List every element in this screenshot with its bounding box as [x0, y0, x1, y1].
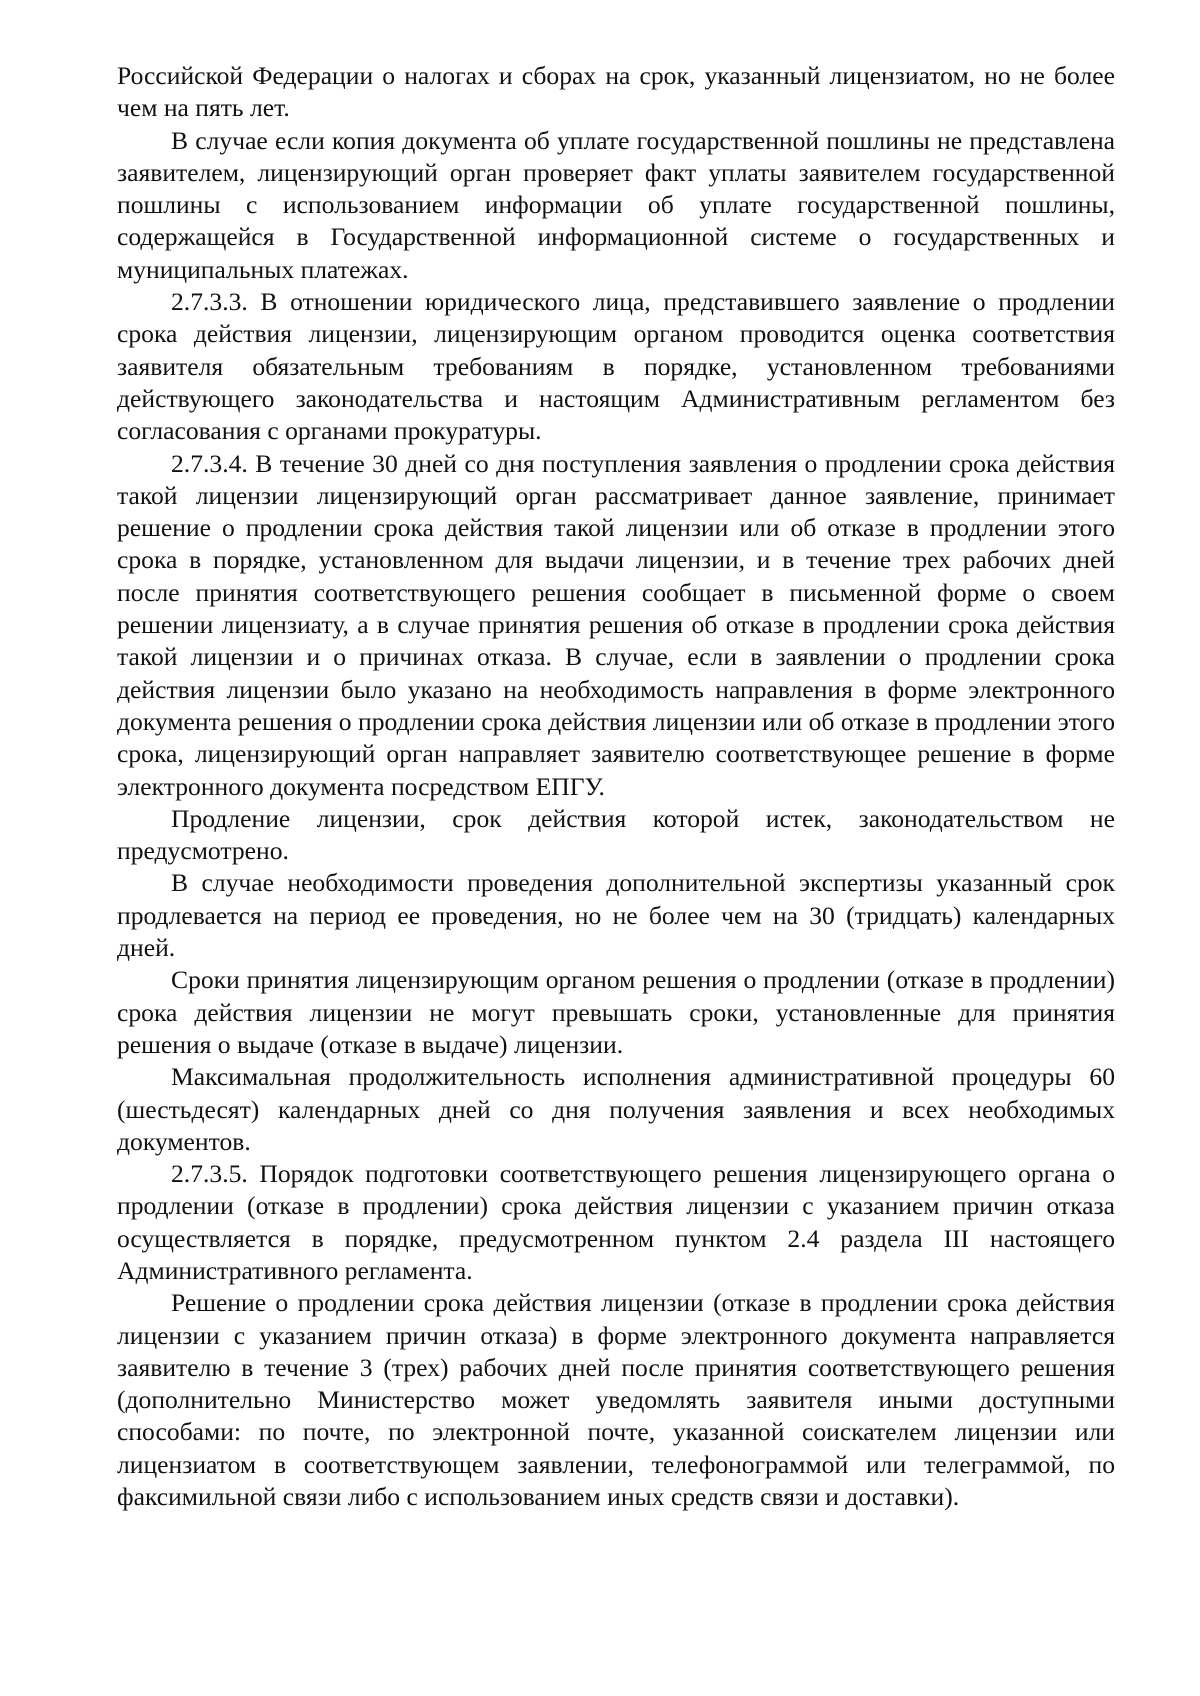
- paragraph-additional-expertise: В случае необходимости проведения дополнительной экспертизы указанный срок продлевается на период ее проведения, но не более чем на 30 (тридцать) календарных дней.: [117, 868, 1115, 963]
- paragraph-continuation: Российской Федерации о налогах и сборах на срок, указанный лицензиатом, но не более чем на пять лет.: [117, 61, 1115, 123]
- paragraph-state-duty-check: В случае если копия документа об уплате государственной пошлины не представлена заявителем, лицензирующий орган проверяет факт уплаты заявителем государственной пошлины с использованием информации об уплате государственной пошлины, содержащейся в Государственной информационной системе о государственных и муниципальных платежах.: [117, 125, 1115, 284]
- paragraph-2-7-3-3: 2.7.3.3. В отношении юридического лица, представившего заявление о продлении срока действия лицензии, лицензирующим органом проводится оценка соответствия заявителя обязательным требованиям в порядке, установленном требованиями действующего законодательства и настоящим Административным регламентом без согласования с органами прокуратуры.: [117, 287, 1115, 446]
- paragraph-2-7-3-5: 2.7.3.5. Порядок подготовки соответствующего решения лицензирующего органа о продлении (отказе в продлении) срока действия лицензии с указанием причин отказа осуществляется в порядке, предусмотренном пунктом 2.4 раздела III настоящего Административного регламента.: [117, 1159, 1115, 1285]
- paragraph-expired-license: Продление лицензии, срок действия которой истек, законодательством не предусмотрено.: [117, 803, 1115, 866]
- paragraph-decision-delivery: Решение о продлении срока действия лицензии (отказе в продлении срока действия лицензии с указанием причин отказа) в форме электронного документа направляется заявителю в течение 3 (трех) рабочих дней после принятия соответствующего решения (дополнительно Министерство может уведомлять заявителя иными доступными способами: по почте, по электронной почте, указанной соискателем лицензии или лицензиатом в соответствующем заявлении, телефонограммой или телеграммой, по факсимильной связи либо с использованием иных средств связи и доставки).: [117, 1288, 1115, 1512]
- paragraph-max-duration: Максимальная продолжительность исполнения административной процедуры 60 (шестьдесят) календарных дней со дня получения заявления и всех необходимых документов.: [117, 1062, 1115, 1156]
- paragraph-decision-deadlines: Сроки принятия лицензирующим органом решения о продлении (отказе в продлении) срока действия лицензии не могут превышать сроки, установленные для принятия решения о выдаче (отказе в выдаче) лицензии.: [117, 965, 1115, 1059]
- paragraph-2-7-3-4: 2.7.3.4. В течение 30 дней со дня поступления заявления о продлении срока действия такой лицензии лицензирующий орган рассматривает данное заявление, принимает решение о продлении срока действия такой лицензии или об отказе в продлении этого срока в порядке, установленном для выдачи лицензии, и в течение трех рабочих дней после принятия соответствующего решения сообщает в письменной форме о своем решении лицензиату, а в случае принятия решения об отказе в продлении срока действия такой лицензии и о причинах отказа. В случае, если в заявлении о продлении срока действия лицензии было указано на необходимость направления в форме электронного документа решения о продлении срока действия лицензии или об отказе в продлении этого срока, лицензирующий орган направляет заявителю соответствующее решение в форме электронного документа посредством ЕПГУ.: [117, 448, 1115, 801]
- document-page: [117, 60, 1115, 1513]
